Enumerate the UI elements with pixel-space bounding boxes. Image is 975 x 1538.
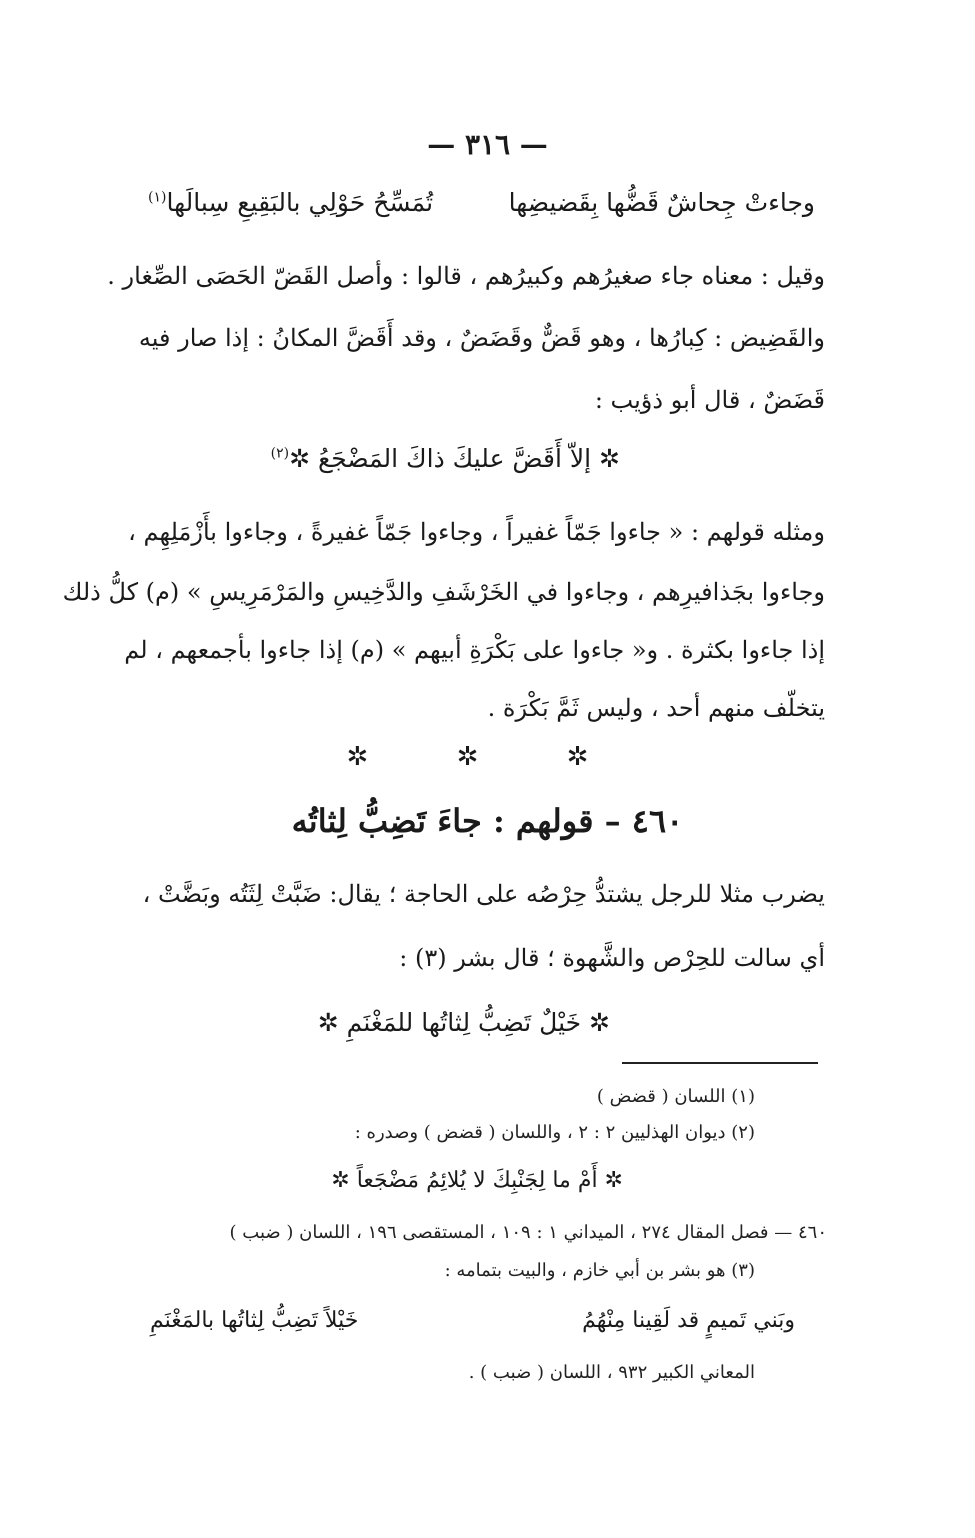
- footnote-3-verse-first: وبَني تَميمٍ قد لَقِينا مِنْهُمُ: [582, 1308, 795, 1333]
- page-number: — ٣١٦ —: [427, 128, 548, 161]
- heading-dash: –: [604, 802, 621, 840]
- section-separator: ✲ ✲ ✲: [346, 742, 629, 772]
- section-heading: [0, 802, 975, 840]
- para2-line3: إذا جاءوا بكثرة . و« جاءوا على بَكْرَةِ أبيهم » (م) إذا جاءوا بأجمعهم ، لم: [124, 636, 825, 664]
- verse3: ✲ خَيْلٌ تَضِبُّ لِثاتُها للمَغْنَمِ ✲: [317, 1008, 610, 1037]
- footnote-3-verse-second: خَيْلاً تَضِبُّ لِثاتُها بالمَغْنَمِ: [150, 1308, 359, 1333]
- footnote-3: (٣) هو بشر بن أبي خازم ، والبيت بتمامه :: [444, 1260, 755, 1281]
- para2-line1: ومثله قولهم : « جاءوا جَمّاً غفيراً ، وجاءوا جَمّاً غفيرةً ، وجاءوا بأَزْمَلِهِم ،: [128, 518, 825, 546]
- para2-line2: وجاءوا بجَذافيرِهم ، وجاءوا في الخَرْشَفِ والدَّخِيسِ والمَرْمَرِيسِ » (م) كلُّ ذلك: [62, 578, 825, 606]
- para2-line4: يتخلّف منهم أحد ، وليس ثَمَّ بَكْرَة .: [487, 694, 825, 722]
- para3-line2: أي سالت للحِرْص والشَّهوة ؛ قال بشر (٣) :: [399, 944, 825, 972]
- footnote-1: (١) اللسان ( قضض ): [596, 1086, 755, 1107]
- footnote-ref-2: (٢): [270, 445, 290, 462]
- heading-number: ٤٦٠: [631, 802, 684, 840]
- para1-line3: قَضَضٌ ، قال أبو ذؤيب :: [594, 386, 825, 414]
- verse2: ✲ إلاّ أَقَضَّ عليكَ ذاكَ المَضْجَعُ ✲$^{(٢)}$: [270, 444, 620, 473]
- verse1-first-half: وجاءتْ جِحاشٌ قَضُّها بِقَضيضِها: [508, 188, 815, 217]
- footnote-ref-1: (١): [148, 189, 167, 206]
- para1-line1: وقيل : معناه جاء صغيرُهم وكبيرُهم ، قالوا : وأصل القَضّ الحَصَى الصِّغار .: [107, 262, 825, 290]
- footnote-460: ٤٦٠ — فصل المقال ٢٧٤ ، الميداني ١ : ١٠٩ ، المستقصى ١٩٦ ، اللسان ( ضبب ): [229, 1222, 827, 1243]
- verse1-second-half: تُمَسِّحُ حَوْلِي بالبَقِيعِ سِبالَها$^{(١)}$: [148, 188, 434, 217]
- para3-line1: يضرب مثلا للرجل يشتدُّ حِرْصُه على الحاجة ؛ يقال: ضَبَّتْ لِثَتُه وبَضَّتْ ،: [142, 880, 825, 908]
- heading-title: قولهم : جاءَ تَضِبُّ لِثاتُه: [291, 802, 594, 840]
- footnote-divider: [622, 1062, 818, 1064]
- footnote-3-source: المعاني الكبير ٩٣٢ ، اللسان ( ضبب ) .: [468, 1362, 755, 1383]
- footnote-2: (٢) ديوان الهذليين ٢ : ٢ ، واللسان ( قضض ) وصدره :: [354, 1122, 755, 1143]
- para1-line2: والقَضِيض : كِبارُها ، وهو قَضٌّ وقَضَضٌ ، وقد أَقَضَّ المكانُ : إذا صار فيه: [138, 324, 825, 352]
- footnote-2-verse: ✲ أَمْ ما لِجَنْبِكَ لا يُلائِمُ مَضْجَعاً ✲: [331, 1168, 623, 1193]
